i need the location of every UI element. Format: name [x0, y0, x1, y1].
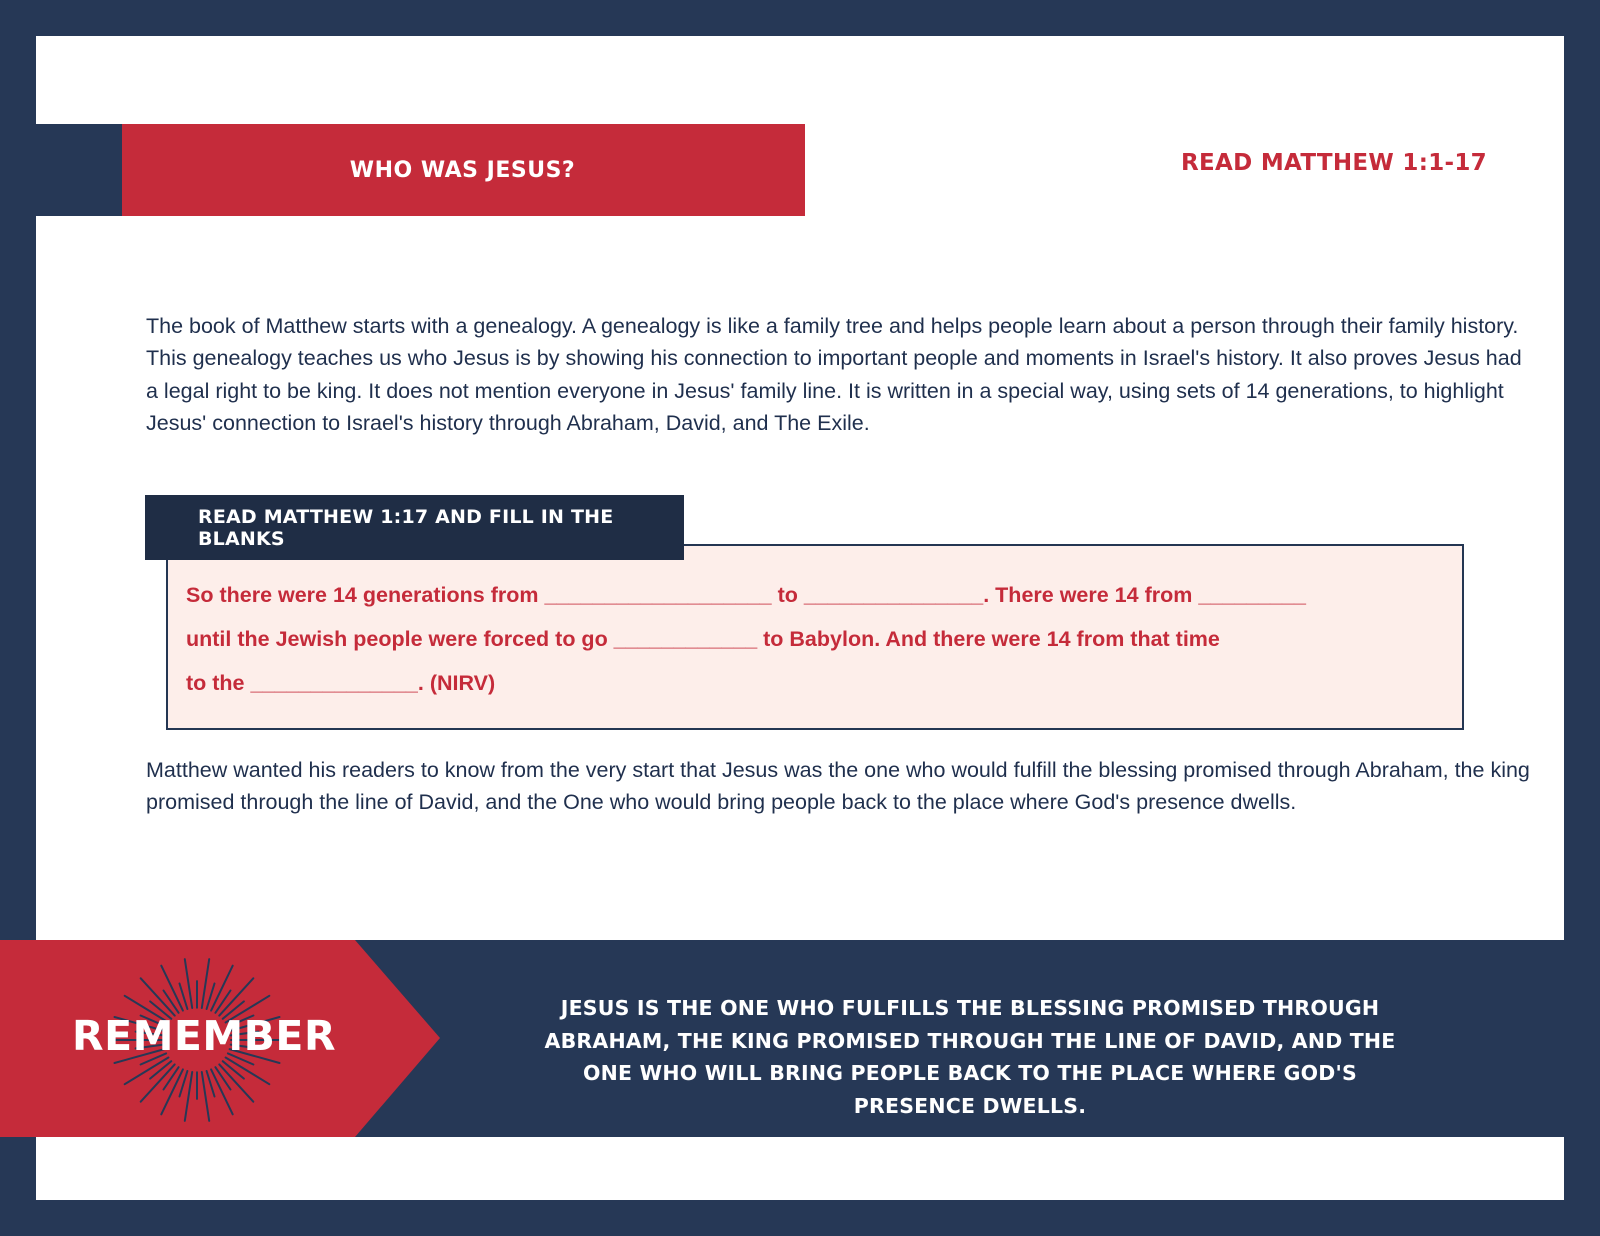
page-title: WHO WAS JESUS?: [349, 157, 576, 183]
remember-text: JESUS IS THE ONE WHO FULFILLS THE BLESSING PROMISED THROUGH ABRAHAM, THE KING PROMISED THROUGH THE LINE OF DAVID, AND THE ONE WHO WILL BRING PEOPLE BACK TO THE PLACE WHERE GOD'S PRESENCE DWELLS.: [544, 996, 1396, 1118]
fill-in-heading-tab: [145, 495, 684, 560]
header-accent-block: [36, 124, 122, 216]
scripture-reference: READ MATTHEW 1:1-17: [1181, 150, 1487, 176]
title-banner: [122, 124, 805, 216]
fill-in-line-3: to the ______________. (NIRV): [186, 671, 496, 695]
fill-in-line-1: So there were 14 generations from ___________________ to _______________. There were 14 from _________: [186, 583, 1306, 607]
fill-in-line-2: until the Jewish people were forced to go ____________ to Babylon. And there were 14 from that time: [186, 627, 1220, 651]
intro-paragraph: The book of Matthew starts with a genealogy. A genealogy is like a family tree and helps people learn about a person through their family history. This genealogy teaches us who Jesus is by showing his connection to important people and moments in Israel's history. It also proves Jesus had a legal right to be king. It does not mention everyone in Jesus' family line. It is written in a special way, using sets of 14 generations, to highlight Jesus' connection to Israel's history through Abraham, David, and The Exile.: [146, 314, 1522, 436]
fill-in-heading: READ MATTHEW 1:17 AND FILL IN THE BLANKS: [198, 505, 614, 550]
outro-paragraph: Matthew wanted his readers to know from the very start that Jesus was the one who would fulfill the blessing promised through Abraham, the king promised through the line of David, and the One who would bring people back to the place where God's presence dwells.: [146, 758, 1530, 815]
remember-label: REMEMBER: [72, 1012, 337, 1060]
